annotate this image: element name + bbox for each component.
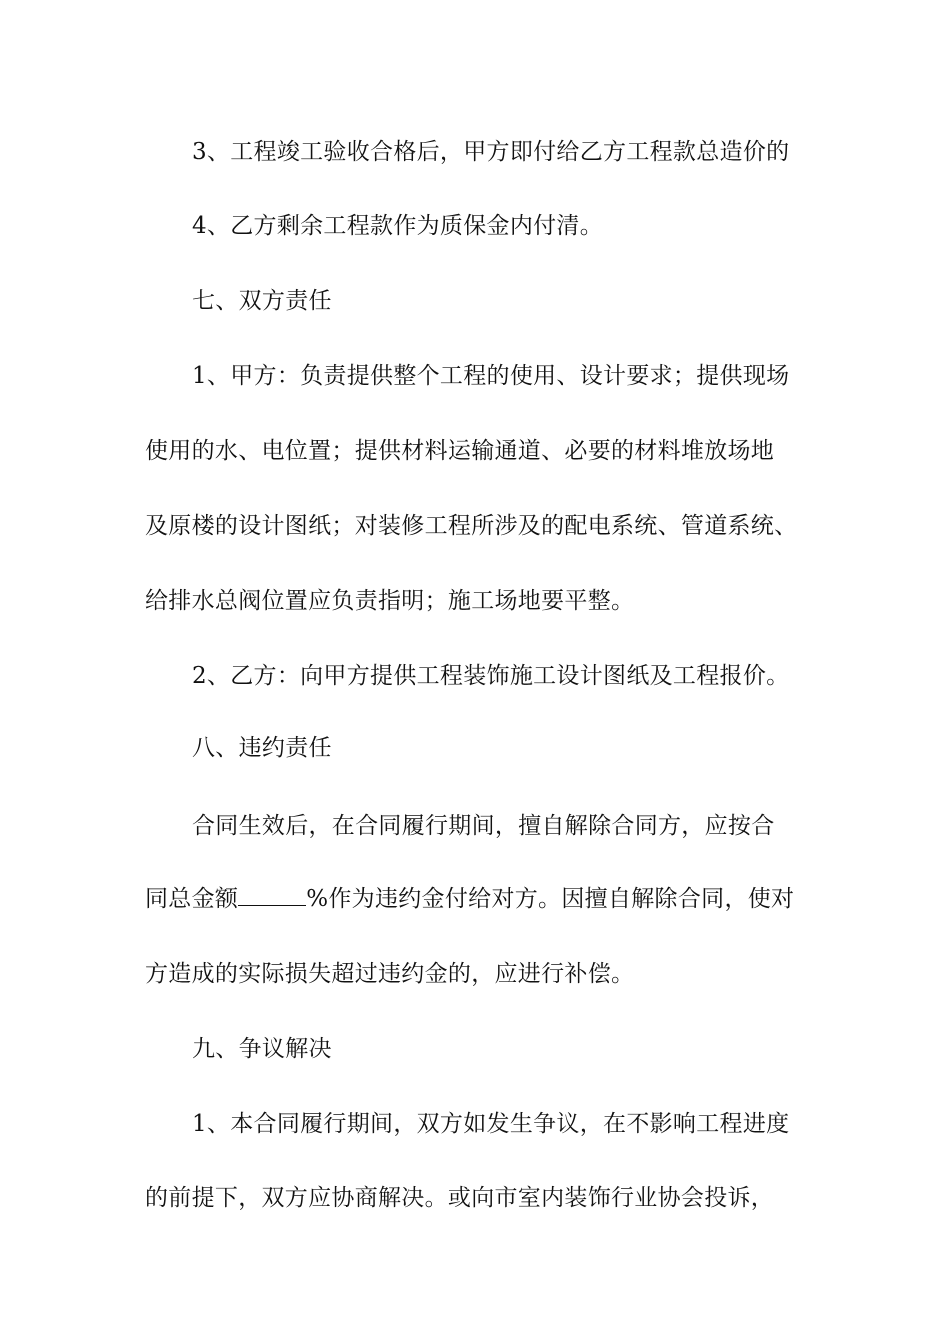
penalty-text-before: 同总金额	[145, 886, 239, 912]
penalty-percent-blank	[238, 885, 306, 906]
paragraph-dispute-line-1: 1、本合同履行期间，双方如发生争议，在不影响工程进度	[192, 1111, 790, 1137]
section-heading-dispute: 九、争议解决	[192, 1036, 332, 1062]
paragraph-party-a-line-2: 使用的水、电位置；提供材料运输通道、必要的材料堆放场地	[145, 438, 775, 464]
paragraph-breach-line-2	[145, 884, 794, 914]
paragraph-breach-line-3: 方造成的实际损失超过违约金的，应进行补偿。	[145, 961, 635, 987]
paragraph-dispute-line-2: 的前提下，双方应协商解决。或向市室内装饰行业协会投诉，	[145, 1185, 775, 1211]
section-heading-breach: 八、违约责任	[192, 735, 332, 761]
paragraph-party-a-line-4: 给排水总阀位置应负责指明；施工场地要平整。	[145, 588, 635, 614]
paragraph-breach-line-1: 合同生效后，在合同履行期间，擅自解除合同方，应按合	[192, 813, 775, 839]
section-heading-responsibilities: 七、双方责任	[192, 288, 332, 314]
paragraph-payment-4: 4、乙方剩余工程款作为质保金内付清。	[192, 213, 604, 239]
paragraph-payment-3: 3、工程竣工验收合格后，甲方即付给乙方工程款总造价的	[192, 139, 790, 165]
paragraph-party-b: 2、乙方：向甲方提供工程装饰施工设计图纸及工程报价。	[192, 663, 790, 689]
paragraph-party-a-line-1: 1、甲方：负责提供整个工程的使用、设计要求；提供现场	[192, 363, 790, 389]
penalty-text-after: %作为违约金付给对方。因擅自解除合同，使对	[306, 886, 795, 912]
paragraph-party-a-line-3: 及原楼的设计图纸；对装修工程所涉及的配电系统、管道系统、	[145, 513, 798, 539]
